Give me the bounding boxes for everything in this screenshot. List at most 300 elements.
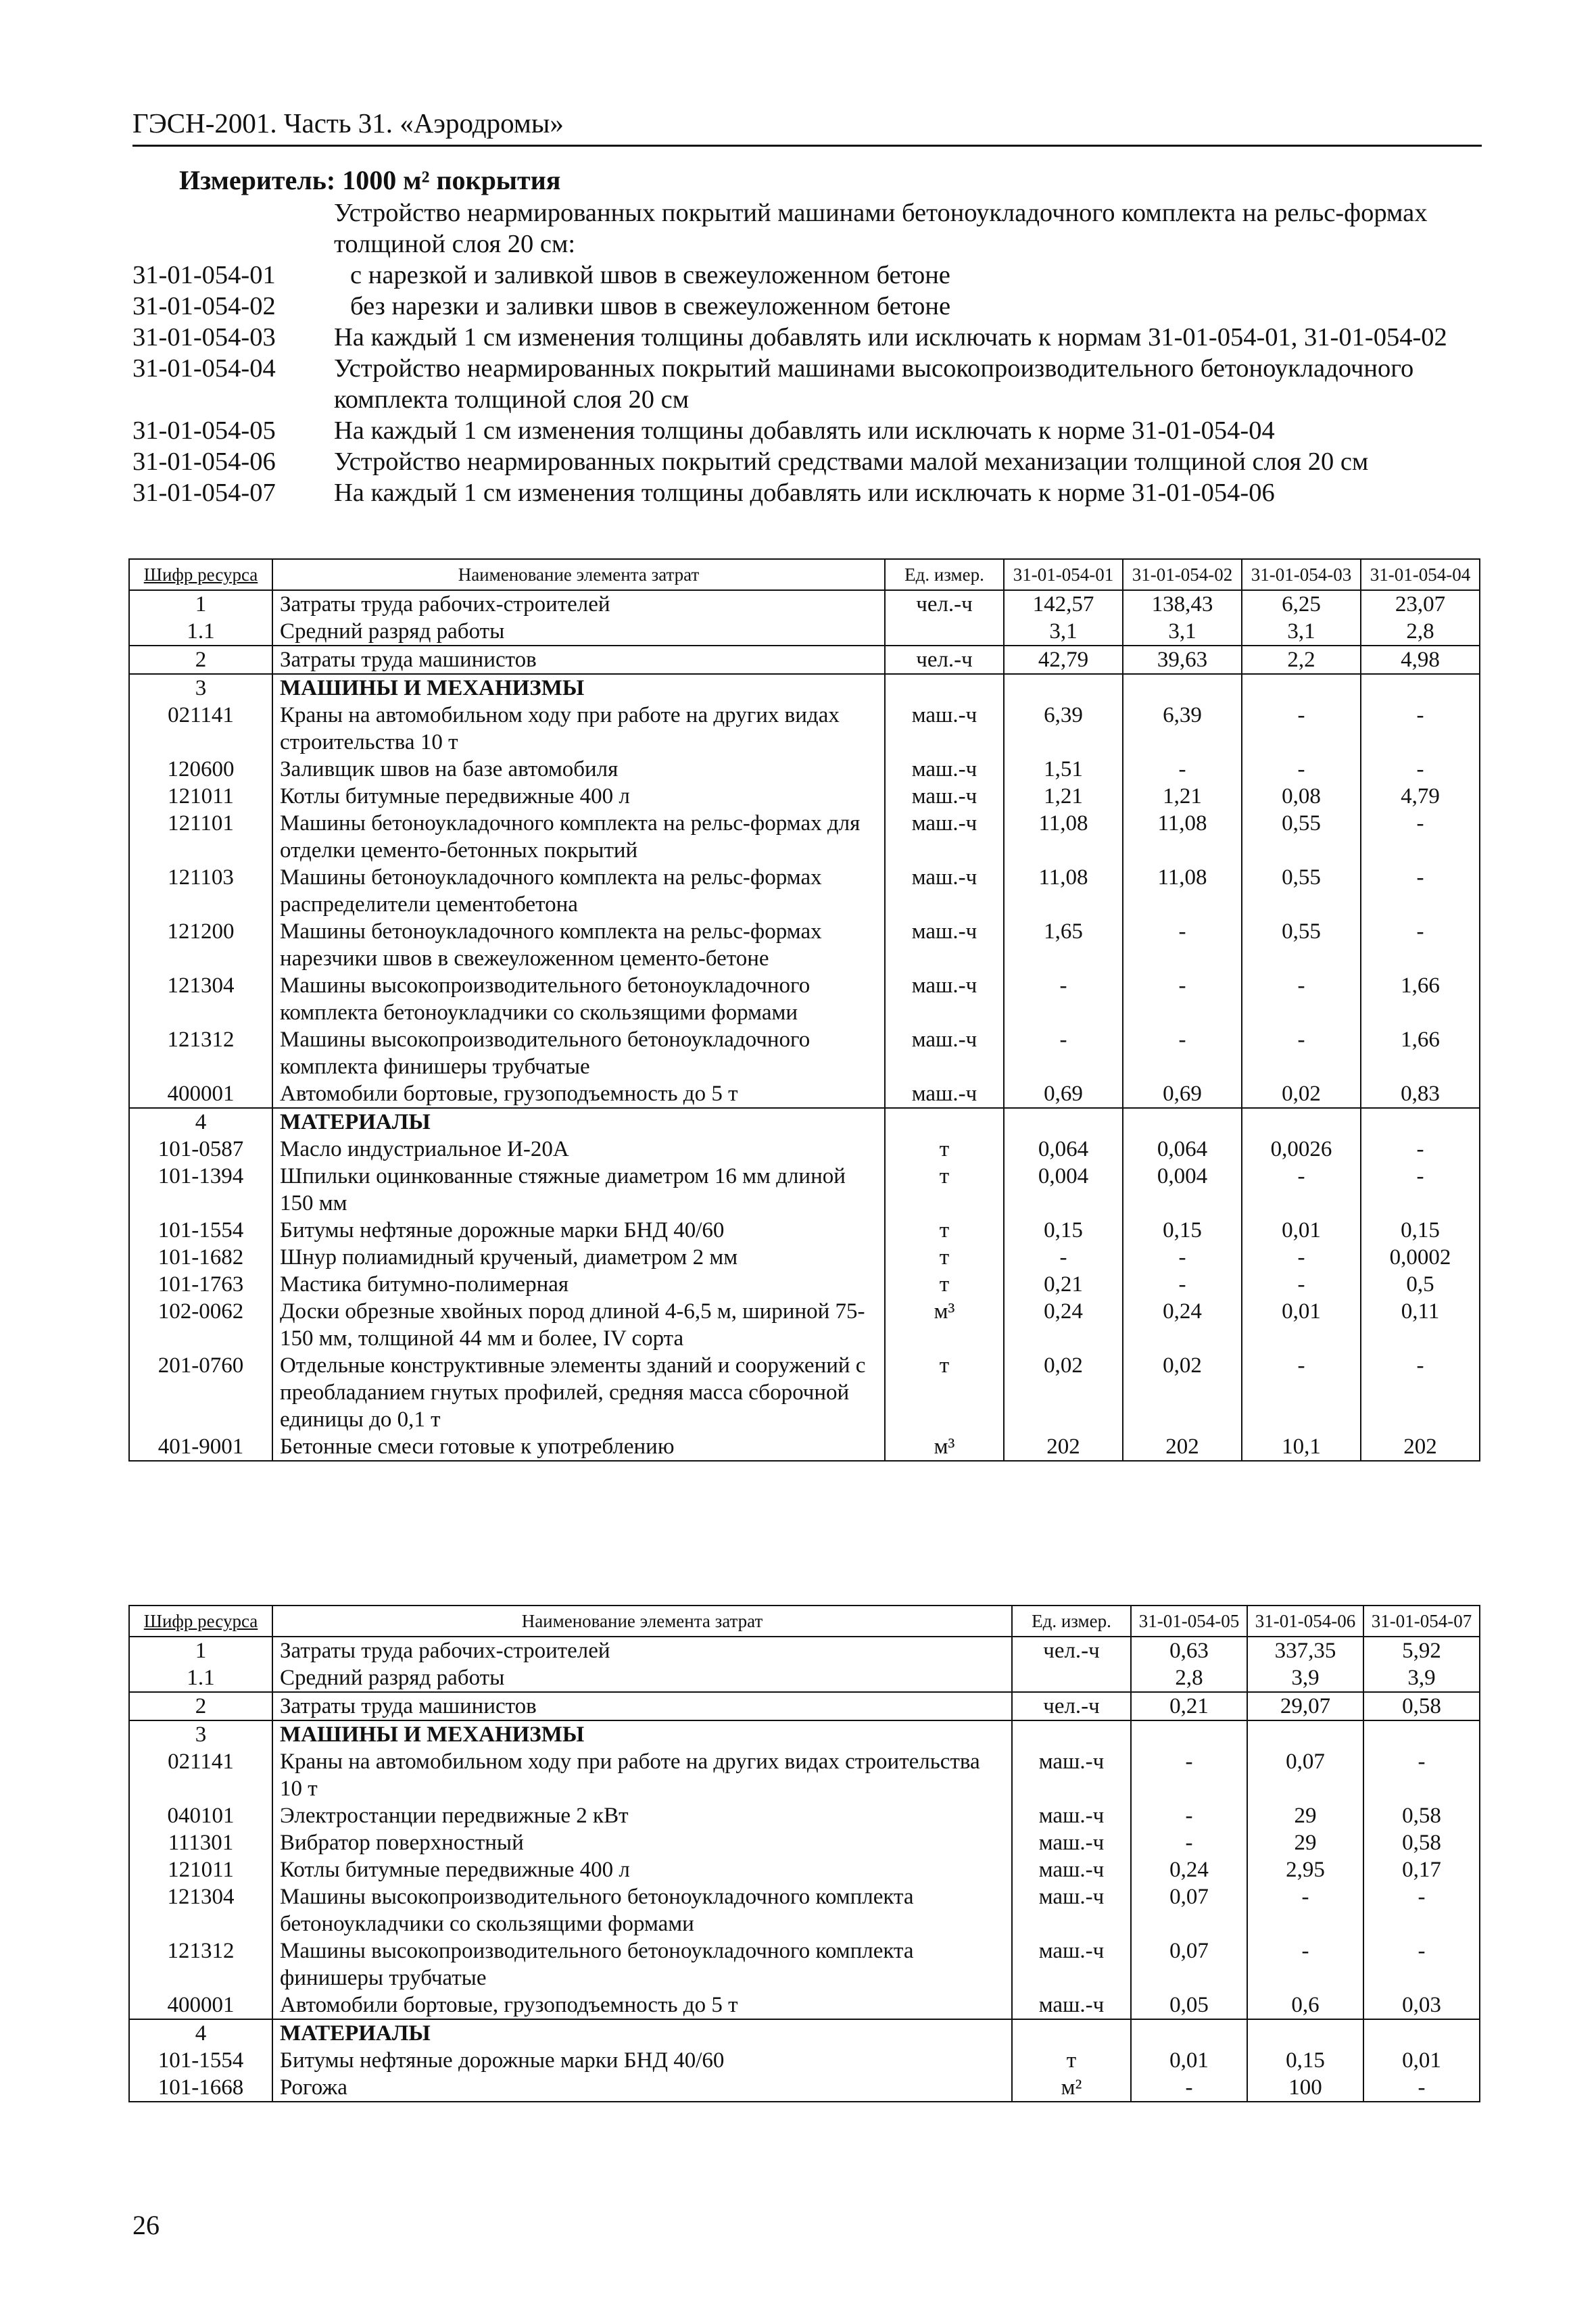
resource-value: 3,1: [1242, 618, 1361, 646]
resource-unit: т: [1012, 2047, 1131, 2074]
header-code: Шифр ресурса: [129, 1606, 272, 1637]
resource-value: 0,63: [1131, 1637, 1247, 1664]
table-row: [129, 618, 1480, 646]
resource-unit: [885, 1108, 1004, 1136]
resource-unit: маш.-ч: [885, 1080, 1004, 1108]
resource-value: -: [1363, 1883, 1480, 1937]
resource-value: -: [1131, 1802, 1247, 1829]
resource-code: 121200: [129, 918, 272, 972]
resource-code: 102-0062: [129, 1298, 272, 1352]
resource-code: 120600: [129, 756, 272, 783]
resource-value: 1,21: [1123, 783, 1242, 810]
resource-value: 0,5: [1361, 1271, 1480, 1298]
resource-unit: [1012, 1664, 1131, 1692]
resource-value: 29: [1247, 1829, 1363, 1856]
resource-value: [1123, 1108, 1242, 1136]
resource-value: 6,25: [1242, 590, 1361, 618]
resource-name: Машины высокопроизводительного бетоноукладочного комплекта бетоноукладчики со скользящими формами: [272, 972, 885, 1026]
table-row: [129, 1856, 1480, 1883]
resource-unit: м³: [885, 1298, 1004, 1352]
table-row: [129, 1748, 1480, 1802]
resource-code: 201-0760: [129, 1352, 272, 1433]
resource-name: Затраты труда машинистов: [272, 646, 885, 674]
resource-unit: маш.-ч: [1012, 1748, 1131, 1802]
resources-table-1: [128, 558, 1480, 1462]
resource-value: 11,08: [1123, 810, 1242, 864]
resource-value: [1131, 2019, 1247, 2047]
norm-row: [132, 260, 1478, 291]
resource-code: 101-1682: [129, 1244, 272, 1271]
norm-code: [132, 197, 334, 260]
resource-name: Автомобили бортовые, грузоподъемность до 5 т: [272, 1992, 1012, 2019]
resource-value: 6,39: [1004, 702, 1123, 756]
resource-unit: [1012, 2019, 1131, 2047]
norm-description: На каждый 1 см изменения толщины добавлять или исключать к норме 31-01-054-04: [334, 416, 1275, 445]
resource-value: 100: [1247, 2074, 1363, 2102]
resource-unit: маш.-ч: [885, 864, 1004, 918]
resource-value: -: [1131, 2074, 1247, 2102]
resource-name: Затраты труда машинистов: [272, 1692, 1012, 1720]
resource-value: 0,07: [1247, 1748, 1363, 1802]
resource-name: Средний разряд работы: [272, 1664, 1012, 1692]
resource-value: 0,24: [1004, 1298, 1123, 1352]
resource-unit: т: [885, 1271, 1004, 1298]
resource-value: 0,58: [1363, 1802, 1480, 1829]
resource-code: 040101: [129, 1802, 272, 1829]
resource-value: 0,11: [1361, 1298, 1480, 1352]
resource-name: МАШИНЫ И МЕХАНИЗМЫ: [272, 1720, 1012, 1748]
resource-value: 0,6: [1247, 1992, 1363, 2019]
resource-code: 1.1: [129, 1664, 272, 1692]
resource-value: 5,92: [1363, 1637, 1480, 1664]
norm-description: На каждый 1 см изменения толщины добавлять или исключать к нормам 31-01-054-01, 31-01-054-02: [334, 323, 1447, 352]
resource-value: 2,8: [1361, 618, 1480, 646]
resource-value: -: [1363, 1937, 1480, 1992]
resource-name: Заливщик швов на базе автомобиля: [272, 756, 885, 783]
resource-value: 202: [1004, 1433, 1123, 1461]
resource-code: 1: [129, 1637, 272, 1664]
resource-value: -: [1123, 1271, 1242, 1298]
resource-value: 0,21: [1131, 1692, 1247, 1720]
resource-unit: маш.-ч: [1012, 1802, 1131, 1829]
resource-value: -: [1361, 1163, 1480, 1217]
resource-value: [1361, 1108, 1480, 1136]
resource-name: Шпильки оцинкованные стяжные диаметром 16 мм длиной 150 мм: [272, 1163, 885, 1217]
resource-name: Машины высокопроизводительного бетоноукладочного комплекта финишеры трубчатые: [272, 1937, 1012, 1992]
resource-value: 39,63: [1123, 646, 1242, 674]
resource-unit: [885, 618, 1004, 646]
resource-unit: т: [885, 1244, 1004, 1271]
resource-unit: т: [885, 1217, 1004, 1244]
resource-value: -: [1123, 972, 1242, 1026]
resource-name: Котлы битумные передвижные 400 л: [272, 783, 885, 810]
resource-value: 0,15: [1123, 1217, 1242, 1244]
resource-value: 3,1: [1123, 618, 1242, 646]
table-row: [129, 1664, 1480, 1692]
resource-value: [1361, 674, 1480, 702]
norm-description: без нарезки и заливки швов в свежеуложенном бетоне: [350, 292, 951, 320]
resource-value: 0,55: [1242, 918, 1361, 972]
header-col-2: 31-01-054-02: [1123, 559, 1242, 590]
resource-value: -: [1004, 972, 1123, 1026]
resource-value: 0,07: [1131, 1937, 1247, 1992]
resource-unit: т: [885, 1163, 1004, 1217]
table-row: [129, 674, 1480, 702]
resource-name: Вибратор поверхностный: [272, 1829, 1012, 1856]
table-row: [129, 590, 1480, 618]
norm-code: 31-01-054-05: [132, 416, 276, 445]
resource-value: 0,24: [1131, 1856, 1247, 1883]
resource-unit: маш.-ч: [885, 702, 1004, 756]
resource-value: 0,064: [1123, 1136, 1242, 1163]
resource-value: -: [1247, 1883, 1363, 1937]
resource-code: 111301: [129, 1829, 272, 1856]
resource-code: 121312: [129, 1937, 272, 1992]
norm-row: [132, 353, 1478, 415]
resource-value: -: [1242, 1163, 1361, 1217]
resource-code: 2: [129, 1692, 272, 1720]
resource-value: [1363, 1720, 1480, 1748]
resource-name: МАТЕРИАЛЫ: [272, 2019, 1012, 2047]
header-code: Шифр ресурса: [129, 559, 272, 590]
resource-value: -: [1361, 1136, 1480, 1163]
table-header-row: [129, 559, 1480, 590]
table-row: [129, 1637, 1480, 1664]
table-row: [129, 1298, 1480, 1352]
resource-value: -: [1123, 756, 1242, 783]
resource-unit: чел.-ч: [1012, 1692, 1131, 1720]
resource-code: 101-1394: [129, 1163, 272, 1217]
resource-unit: чел.-ч: [1012, 1637, 1131, 1664]
table-row: [129, 1992, 1480, 2019]
resource-code: 4: [129, 1108, 272, 1136]
resource-unit: [1012, 1720, 1131, 1748]
resource-name: Затраты труда рабочих-строителей: [272, 590, 885, 618]
table-row: [129, 2074, 1480, 2102]
norm-description: На каждый 1 см изменения толщины добавлять или исключать к норме 31-01-054-06: [334, 479, 1275, 507]
resource-unit: маш.-ч: [885, 810, 1004, 864]
table-row: [129, 918, 1480, 972]
resource-name: МАТЕРИАЛЫ: [272, 1108, 885, 1136]
resource-value: -: [1363, 2074, 1480, 2102]
resource-value: 0,064: [1004, 1136, 1123, 1163]
norm-row: [132, 446, 1478, 477]
resource-value: -: [1131, 1748, 1247, 1802]
resource-code: 121304: [129, 972, 272, 1026]
resource-code: 1: [129, 590, 272, 618]
norm-description: Устройство неармированных покрытий машинами высокопроизводительного бетоноукладочного комплекта толщиной слоя 20 см: [334, 354, 1414, 414]
resource-value: 0,83: [1361, 1080, 1480, 1108]
resource-unit: маш.-ч: [885, 756, 1004, 783]
table-row: [129, 1720, 1480, 1748]
resource-value: 0,15: [1004, 1217, 1123, 1244]
table-row: [129, 864, 1480, 918]
resource-value: [1363, 2019, 1480, 2047]
resource-value: 0,004: [1004, 1163, 1123, 1217]
resource-value: 0,03: [1363, 1992, 1480, 2019]
resource-value: 0,24: [1123, 1298, 1242, 1352]
resource-code: 4: [129, 2019, 272, 2047]
resource-unit: маш.-ч: [1012, 1856, 1131, 1883]
resource-value: 0,55: [1242, 864, 1361, 918]
page-header-title: ГЭСН-2001. Часть 31. «Аэродромы»: [132, 107, 564, 139]
header-col-2: 31-01-054-06: [1247, 1606, 1363, 1637]
measure-label: Измеритель: 1000 м² покрытия: [179, 165, 561, 195]
norm-row: [132, 291, 1478, 322]
resource-value: 337,35: [1247, 1637, 1363, 1664]
norm-code: 31-01-054-06: [132, 448, 276, 476]
resource-name: Машины бетоноукладочного комплекта на рельс-формах нарезчики швов в свежеуложенном цементо-бетоне: [272, 918, 885, 972]
norm-code: 31-01-054-04: [132, 354, 276, 383]
resource-value: 0,08: [1242, 783, 1361, 810]
resource-value: -: [1361, 702, 1480, 756]
resource-code: 121304: [129, 1883, 272, 1937]
resource-value: 0,58: [1363, 1829, 1480, 1856]
resource-value: 0,05: [1131, 1992, 1247, 2019]
resource-value: 0,69: [1123, 1080, 1242, 1108]
resource-value: 3,1: [1004, 618, 1123, 646]
resource-value: -: [1363, 1748, 1480, 1802]
table-row: [129, 1136, 1480, 1163]
resource-code: 121103: [129, 864, 272, 918]
resource-value: 142,57: [1004, 590, 1123, 618]
resource-code: 021141: [129, 702, 272, 756]
norm-row: [132, 197, 1478, 260]
table-row: [129, 1217, 1480, 1244]
table-row: [129, 1883, 1480, 1937]
resource-code: 400001: [129, 1080, 272, 1108]
resource-value: 0,0002: [1361, 1244, 1480, 1271]
resource-unit: маш.-ч: [1012, 1829, 1131, 1856]
resource-value: 0,01: [1131, 2047, 1247, 2074]
resource-code: 101-1763: [129, 1271, 272, 1298]
resource-value: [1247, 1720, 1363, 1748]
resource-value: -: [1361, 864, 1480, 918]
resource-name: Машины высокопроизводительного бетоноукладочного комплекта бетоноукладчики со скользящими формами: [272, 1883, 1012, 1937]
resource-value: -: [1361, 756, 1480, 783]
resource-code: 121312: [129, 1026, 272, 1080]
resource-value: 11,08: [1004, 864, 1123, 918]
table-row: [129, 1108, 1480, 1136]
resource-unit: м²: [1012, 2074, 1131, 2102]
resource-value: 2,95: [1247, 1856, 1363, 1883]
resource-value: [1004, 674, 1123, 702]
resource-value: [1123, 674, 1242, 702]
resource-name: Бетонные смеси готовые к употреблению: [272, 1433, 885, 1461]
norm-code: 31-01-054-01: [132, 261, 276, 289]
resource-code: 121011: [129, 1856, 272, 1883]
resource-value: 4,79: [1361, 783, 1480, 810]
resource-unit: маш.-ч: [885, 972, 1004, 1026]
resource-value: 11,08: [1004, 810, 1123, 864]
resource-value: 23,07: [1361, 590, 1480, 618]
resource-value: 202: [1361, 1433, 1480, 1461]
header-unit: Ед. измер.: [1012, 1606, 1131, 1637]
resource-value: -: [1361, 918, 1480, 972]
resource-name: Машины бетоноукладочного комплекта на рельс-формах для отделки цементо-бетонных покрытий: [272, 810, 885, 864]
resource-name: Битумы нефтяные дорожные марки БНД 40/60: [272, 1217, 885, 1244]
table-row: [129, 972, 1480, 1026]
resource-name: Средний разряд работы: [272, 618, 885, 646]
table-row: [129, 1352, 1480, 1433]
resource-value: 2,8: [1131, 1664, 1247, 1692]
header-rule: [132, 145, 1482, 147]
resource-value: -: [1242, 1244, 1361, 1271]
resource-code: 121101: [129, 810, 272, 864]
norm-code: 31-01-054-07: [132, 479, 276, 507]
header-col-3: 31-01-054-07: [1363, 1606, 1480, 1637]
resource-name: Машины высокопроизводительного бетоноукладочного комплекта финишеры трубчатые: [272, 1026, 885, 1080]
resource-value: 0,004: [1123, 1163, 1242, 1217]
table-row: [129, 1244, 1480, 1271]
resource-unit: [885, 674, 1004, 702]
resource-name: Котлы битумные передвижные 400 л: [272, 1856, 1012, 1883]
resource-value: 1,21: [1004, 783, 1123, 810]
table-row: [129, 1080, 1480, 1108]
table-row: [129, 1829, 1480, 1856]
resource-value: 138,43: [1123, 590, 1242, 618]
resource-code: 401-9001: [129, 1433, 272, 1461]
resource-value: -: [1361, 1352, 1480, 1433]
norm-description: Устройство неармированных покрытий машинами бетоноукладочного комплекта на рельс-формах толщиной слоя 20 см:: [334, 199, 1428, 258]
header-col-1: 31-01-054-01: [1004, 559, 1123, 590]
resource-value: -: [1242, 1026, 1361, 1080]
resource-value: 0,55: [1242, 810, 1361, 864]
resource-value: -: [1247, 1937, 1363, 1992]
resource-value: 0,01: [1242, 1217, 1361, 1244]
resource-unit: чел.-ч: [885, 590, 1004, 618]
table-row: [129, 646, 1480, 674]
header-col-1: 31-01-054-05: [1131, 1606, 1247, 1637]
resource-name: Доски обрезные хвойных пород длиной 4-6,5 м, шириной 75-150 мм, толщиной 44 мм и более, IV сорта: [272, 1298, 885, 1352]
resource-value: 0,58: [1363, 1692, 1480, 1720]
resource-name: Рогожа: [272, 2074, 1012, 2102]
resource-name: Электростанции передвижные 2 кВт: [272, 1802, 1012, 1829]
resource-value: -: [1242, 972, 1361, 1026]
header-col-3: 31-01-054-03: [1242, 559, 1361, 590]
resource-value: 1,66: [1361, 972, 1480, 1026]
header-name: Наименование элемента затрат: [272, 1606, 1012, 1637]
header-name: Наименование элемента затрат: [272, 559, 885, 590]
table-row: [129, 1163, 1480, 1217]
resource-value: 3,9: [1363, 1664, 1480, 1692]
resource-value: -: [1242, 756, 1361, 783]
resource-value: -: [1004, 1026, 1123, 1080]
resource-value: [1131, 1720, 1247, 1748]
resource-value: 1,66: [1361, 1026, 1480, 1080]
table-row: [129, 810, 1480, 864]
resource-value: 0,01: [1242, 1298, 1361, 1352]
page-number: 26: [132, 2210, 160, 2240]
resource-value: [1004, 1108, 1123, 1136]
resource-value: 29: [1247, 1802, 1363, 1829]
resource-value: 1,51: [1004, 756, 1123, 783]
resource-value: 6,39: [1123, 702, 1242, 756]
resource-unit: маш.-ч: [885, 783, 1004, 810]
resource-unit: маш.-ч: [885, 1026, 1004, 1080]
resource-code: 2: [129, 646, 272, 674]
table-row: [129, 1026, 1480, 1080]
header-col-4: 31-01-054-04: [1361, 559, 1480, 590]
resource-value: -: [1123, 1244, 1242, 1271]
resource-value: 0,21: [1004, 1271, 1123, 1298]
resource-value: -: [1242, 1271, 1361, 1298]
resource-name: МАШИНЫ И МЕХАНИЗМЫ: [272, 674, 885, 702]
resource-value: 29,07: [1247, 1692, 1363, 1720]
table-row: [129, 2047, 1480, 2074]
resource-value: 0,15: [1247, 2047, 1363, 2074]
resource-name: Машины бетоноукладочного комплекта на рельс-формах распределители цементобетона: [272, 864, 885, 918]
resource-value: 0,15: [1361, 1217, 1480, 1244]
resource-name: Шнур полиамидный крученый, диаметром 2 мм: [272, 1244, 885, 1271]
resource-value: [1242, 674, 1361, 702]
resource-unit: маш.-ч: [885, 918, 1004, 972]
resource-value: 42,79: [1004, 646, 1123, 674]
resource-name: Краны на автомобильном ходу при работе на других видах строительства 10 т: [272, 1748, 1012, 1802]
resource-value: -: [1242, 1352, 1361, 1433]
resource-unit: т: [885, 1136, 1004, 1163]
resource-value: -: [1123, 1026, 1242, 1080]
resource-unit: т: [885, 1352, 1004, 1433]
table-row: [129, 1692, 1480, 1720]
norms-list: [132, 197, 1478, 508]
table-row: [129, 2019, 1480, 2047]
resource-value: 4,98: [1361, 646, 1480, 674]
resource-code: 101-1668: [129, 2074, 272, 2102]
resource-name: Мастика битумно-полимерная: [272, 1271, 885, 1298]
resource-unit: маш.-ч: [1012, 1992, 1131, 2019]
resource-code: 101-1554: [129, 1217, 272, 1244]
resource-value: 202: [1123, 1433, 1242, 1461]
resource-value: [1242, 1108, 1361, 1136]
resource-value: 0,17: [1363, 1856, 1480, 1883]
resource-code: 121011: [129, 783, 272, 810]
table-header-row: [129, 1606, 1480, 1637]
resource-name: Краны на автомобильном ходу при работе на других видах строительства 10 т: [272, 702, 885, 756]
resource-unit: чел.-ч: [885, 646, 1004, 674]
resource-value: -: [1361, 810, 1480, 864]
resource-code: 3: [129, 674, 272, 702]
resource-value: 1,65: [1004, 918, 1123, 972]
resource-code: 101-1554: [129, 2047, 272, 2074]
resource-unit: м³: [885, 1433, 1004, 1461]
resource-value: [1247, 2019, 1363, 2047]
resource-value: 0,0026: [1242, 1136, 1361, 1163]
norm-description: с нарезкой и заливкой швов в свежеуложенном бетоне: [350, 261, 950, 289]
norm-row: [132, 322, 1478, 353]
table-row: [129, 1802, 1480, 1829]
resource-value: -: [1123, 918, 1242, 972]
table-row: [129, 783, 1480, 810]
norm-row: [132, 415, 1478, 446]
resource-name: Затраты труда рабочих-строителей: [272, 1637, 1012, 1664]
resource-value: -: [1131, 1829, 1247, 1856]
header-unit: Ед. измер.: [885, 559, 1004, 590]
resource-unit: маш.-ч: [1012, 1883, 1131, 1937]
resource-value: 2,2: [1242, 646, 1361, 674]
resource-value: 0,01: [1363, 2047, 1480, 2074]
resource-code: 021141: [129, 1748, 272, 1802]
resource-code: 1.1: [129, 618, 272, 646]
resource-value: -: [1004, 1244, 1123, 1271]
resource-code: 101-0587: [129, 1136, 272, 1163]
resource-unit: маш.-ч: [1012, 1937, 1131, 1992]
resource-value: 0,02: [1123, 1352, 1242, 1433]
norm-code: 31-01-054-03: [132, 323, 276, 352]
resource-code: 3: [129, 1720, 272, 1748]
resource-value: 11,08: [1123, 864, 1242, 918]
resource-value: 0,07: [1131, 1883, 1247, 1937]
